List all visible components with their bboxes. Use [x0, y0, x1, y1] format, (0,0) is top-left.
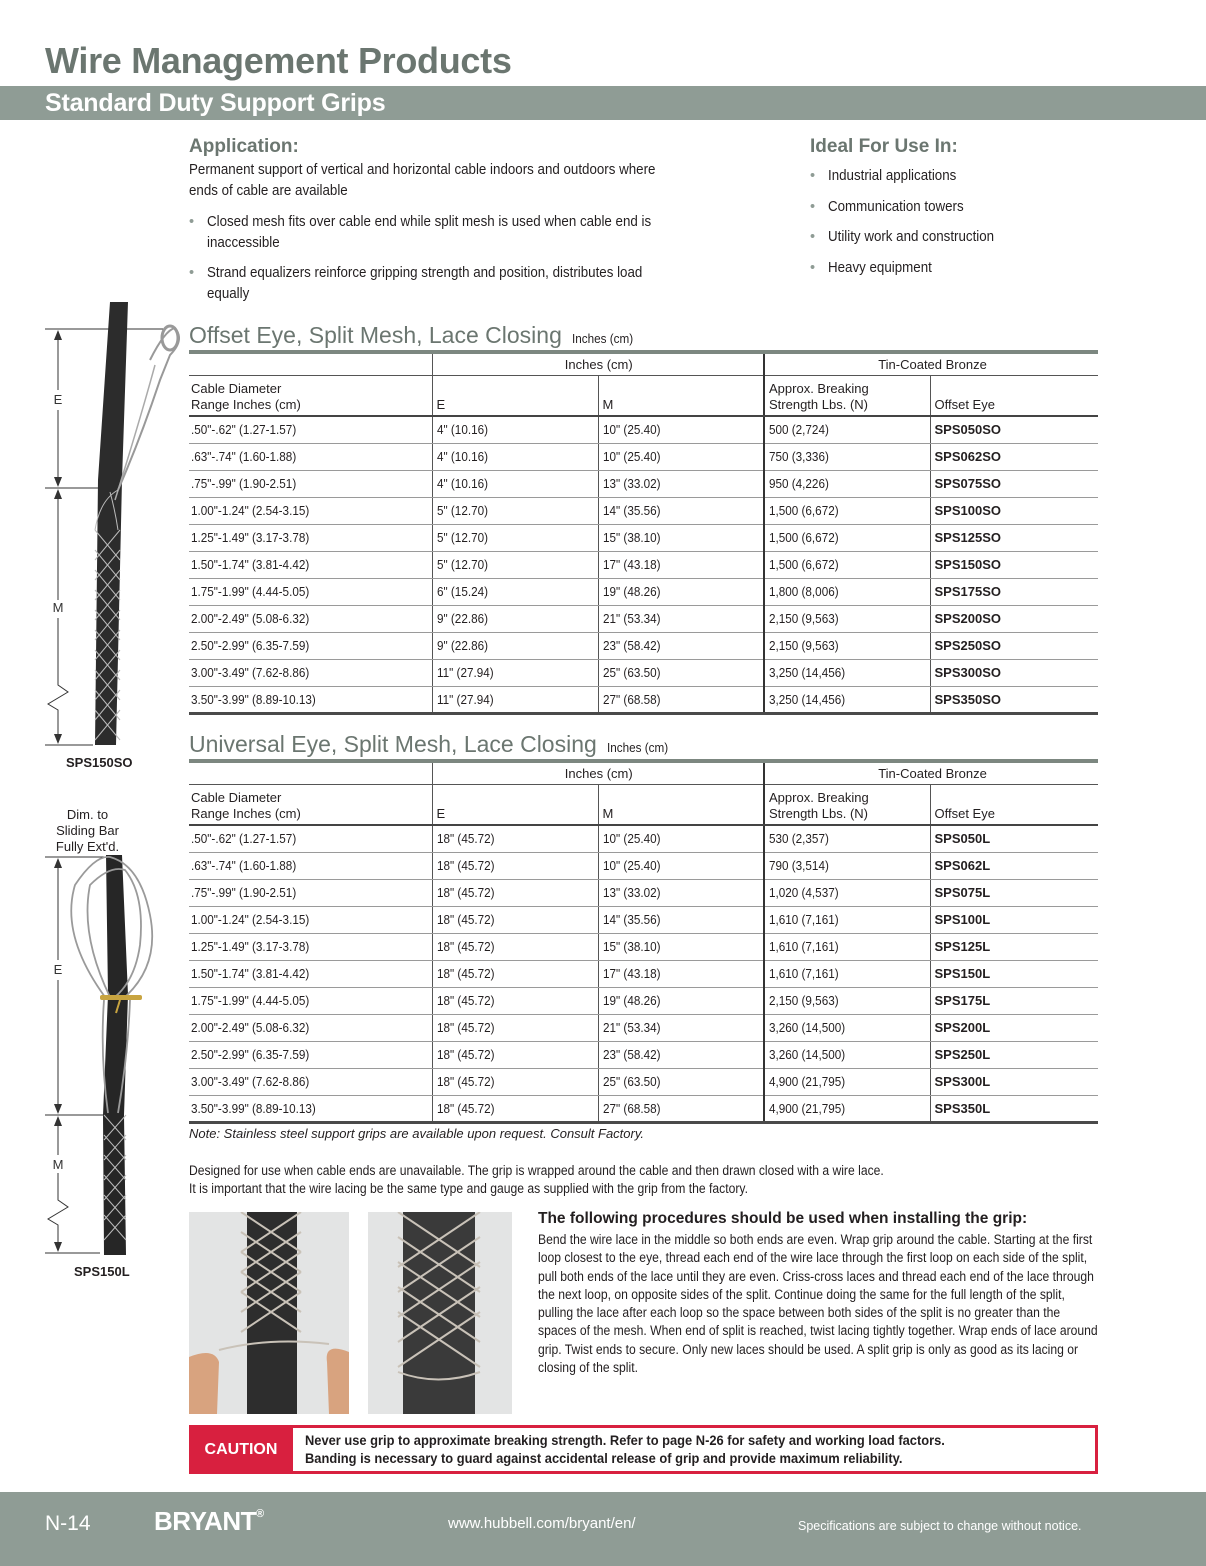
cell-part-number: SPS350SO [930, 686, 1098, 713]
table-row [189, 852, 1098, 879]
universal-eye-spec-table [189, 759, 1098, 1124]
table-title: Offset Eye, Split Mesh, Lace Closing Inches (cm) [189, 322, 633, 348]
table-row [189, 605, 1098, 632]
cell-m: 21" (53.34) [598, 605, 764, 632]
material-group-header: Tin-Coated Bronze [764, 761, 1098, 784]
dims-group-header: Inches (cm) [432, 761, 764, 784]
cell-part-number: SPS062SO [930, 443, 1098, 470]
cell-m: 10" (25.40) [598, 443, 764, 470]
application-heading: Application: [189, 136, 299, 157]
svg-text:M: M [52, 1157, 64, 1172]
cell-cable-diameter: 3.50"-3.99" (8.89-10.13) [191, 691, 316, 707]
ideal-for-item: • Communication towers [810, 197, 1100, 218]
col-e: E [432, 784, 598, 825]
cell-part-number: SPS050L [930, 825, 1098, 852]
cell-breaking-strength: 1,020 (4,537) [764, 879, 930, 906]
cell-e: 18" (45.72) [432, 879, 598, 906]
caution-label: CAUTION [204, 1440, 278, 1458]
cell-cable-diameter: 1.00"-1.24" (2.54-3.15) [189, 906, 432, 933]
col-part-number: Offset Eye [930, 375, 1098, 416]
cell-cable-diameter: .50"-.62" (1.27-1.57) [189, 416, 432, 443]
caution-box [189, 1425, 1098, 1474]
universal-eye-grip-diagram [0, 855, 180, 1265]
cell-e: 4" (10.16) [432, 470, 598, 497]
cell-e: 4" (10.16) [432, 416, 598, 443]
table-group-header [189, 761, 1098, 784]
table-column-header [189, 784, 1098, 825]
svg-text:M: M [52, 600, 64, 615]
cell-breaking-strength: 2,150 (9,563) [764, 605, 930, 632]
cell-m: 10" (25.40) [598, 852, 764, 879]
cell-breaking-strength: 2,150 (9,563) [764, 987, 930, 1014]
designed-for-text: Designed for use when cable ends are unavailable. The grip is wrapped around the cable and then drawn closed with a wire lace. It is important that the wire lacing be the same type and gauge as supplied with the grip from the factory. [189, 1163, 884, 1196]
table-row [189, 632, 1098, 659]
table-body [189, 825, 1098, 1122]
cell-breaking-strength: 1,500 (6,672) [764, 551, 930, 578]
cell-part-number: SPS200SO [930, 605, 1098, 632]
cell-m: 14" (35.56) [598, 497, 764, 524]
cell-m: 17" (43.18) [598, 960, 764, 987]
cell-m: 23" (58.42) [598, 1041, 764, 1068]
cell-cable-diameter: 1.00"-1.24" (2.54-3.15) [189, 497, 432, 524]
table-row [189, 686, 1098, 713]
cell-m: 17" (43.18) [598, 551, 764, 578]
table-row [189, 443, 1098, 470]
cell-cable-diameter: 3.00"-3.49" (7.62-8.86) [189, 659, 432, 686]
cell-breaking-strength: 500 (2,724) [764, 416, 930, 443]
ideal-for-list [810, 166, 1100, 279]
cell-part-number: SPS125L [930, 933, 1098, 960]
cell-breaking-strength: 4,900 (21,795) [764, 1095, 930, 1122]
cell-breaking-strength: 3,260 (14,500) [764, 1041, 930, 1068]
cell-breaking-strength: 1,610 (7,161) [764, 960, 930, 987]
table-row [189, 470, 1098, 497]
cell-part-number: SPS175SO [930, 578, 1098, 605]
cell-cable-diameter: 1.75"-1.99" (4.44-5.05) [189, 578, 432, 605]
application-section [189, 136, 689, 314]
lacing-photo-start [189, 1212, 349, 1414]
cell-e: 18" (45.72) [432, 825, 598, 852]
cell-e: 18" (45.72) [432, 933, 598, 960]
table-row [189, 906, 1098, 933]
table-row [189, 1068, 1098, 1095]
offset-eye-table-section [189, 322, 1098, 715]
cell-part-number: SPS350L [930, 1095, 1098, 1122]
cell-m: 13" (33.02) [598, 470, 764, 497]
cell-m: 19" (48.26) [598, 578, 764, 605]
offset-eye-diagram-label: SPS150SO [66, 755, 133, 770]
table-group-header [189, 352, 1098, 375]
cell-cable-diameter: .63"-.74" (1.60-1.88) [189, 443, 432, 470]
cell-cable-diameter: .50"-.62" (1.27-1.57) [189, 825, 432, 852]
cell-part-number: SPS075SO [930, 470, 1098, 497]
application-bullet: • Strand equalizers reinforce gripping strength and position, distributes load equally [189, 263, 689, 305]
cell-breaking-strength: 4,900 (21,795) [764, 1068, 930, 1095]
cell-e: 6" (15.24) [432, 578, 598, 605]
cell-cable-diameter: 2.50"-2.99" (6.35-7.59) [189, 1041, 432, 1068]
table-row [189, 879, 1098, 906]
table-row [189, 1041, 1098, 1068]
table-row [189, 578, 1098, 605]
cell-e: 9" (22.86) [432, 632, 598, 659]
cell-part-number: SPS062L [930, 852, 1098, 879]
offset-eye-grip-diagram [0, 300, 180, 780]
ideal-for-item: • Utility work and construction [810, 227, 1100, 248]
procedure-body: Bend the wire lace in the middle so both ends are even. Wrap grip around the cable. Starting at the first loop closest to the eye, thread each end of the wire lace through the first loop on each side of the split, pull both ends of the lace until they are even. Criss-cross laces and thread each end of the lace through the next loop, on opposite sides of the split. Continue doing the same for the full length of the split, pulling the lace after each loop so the space between both sides of the split is no greater than the spaces of the mesh. When end of split is reached, twist lacing tightly together. Wrap ends of lace around grip. Twist ends to secure. Only new laces should be used. A split grip is only as good as its lacing or closing of the split. [538, 1232, 1098, 1376]
cell-part-number: SPS100L [930, 906, 1098, 933]
cell-part-number: SPS050SO [930, 416, 1098, 443]
cell-part-number: SPS250SO [930, 632, 1098, 659]
specifications-disclaimer: Specifications are subject to change without notice. [798, 1519, 1082, 1533]
page-number: N-14 [45, 1512, 91, 1535]
ideal-for-item: • Heavy equipment [810, 258, 1100, 279]
caution-message: Never use grip to approximate breaking strength. Refer to page N-26 for safety and working load factors. Banding is necessary to guard against accidental release of grip and provide maximum reliability. [293, 1428, 1095, 1471]
cell-part-number: SPS175L [930, 987, 1098, 1014]
table-column-header [189, 375, 1098, 416]
table-row [189, 987, 1098, 1014]
cell-breaking-strength: 3,250 (14,456) [764, 659, 930, 686]
cell-m: 27" (68.58) [598, 686, 764, 713]
cell-e: 5" (12.70) [432, 497, 598, 524]
cell-cable-diameter: 1.25"-1.49" (3.17-3.78) [189, 933, 432, 960]
cell-breaking-strength: 750 (3,336) [764, 443, 930, 470]
cell-m: 21" (53.34) [598, 1014, 764, 1041]
col-part-number: Offset Eye [930, 784, 1098, 825]
cell-breaking-strength: 790 (3,514) [764, 852, 930, 879]
cell-breaking-strength: 1,500 (6,672) [764, 524, 930, 551]
cell-m: 25" (63.50) [598, 1068, 764, 1095]
cell-e: 18" (45.72) [432, 1068, 598, 1095]
col-cable-diameter: Cable Diameter Range Inches (cm) [189, 784, 432, 825]
cell-cable-diameter: 2.00"-2.49" (5.08-6.32) [189, 605, 432, 632]
cell-part-number: SPS200L [930, 1014, 1098, 1041]
cell-e: 11" (27.94) [432, 659, 598, 686]
cell-cable-diameter: 3.00"-3.49" (7.62-8.86) [189, 1068, 432, 1095]
cell-e: 18" (45.72) [432, 906, 598, 933]
cell-cable-diameter: 3.50"-3.99" (8.89-10.13) [191, 1100, 316, 1116]
table-title: Universal Eye, Split Mesh, Lace Closing Inches (cm) [189, 731, 668, 757]
page-title: Wire Management Products [45, 40, 512, 81]
cell-e: 18" (45.72) [432, 987, 598, 1014]
table-row [189, 1014, 1098, 1041]
ideal-for-heading: Ideal For Use In: [810, 136, 958, 157]
cell-m: 14" (35.56) [598, 906, 764, 933]
cell-breaking-strength: 2,150 (9,563) [764, 632, 930, 659]
svg-text:E: E [53, 962, 63, 977]
cell-e: 18" (45.72) [432, 1041, 598, 1068]
col-e: E [432, 375, 598, 416]
cell-e: 18" (45.72) [432, 960, 598, 987]
cell-m: 19" (48.26) [598, 987, 764, 1014]
cell-e: 18" (45.72) [432, 852, 598, 879]
cell-m: 23" (58.42) [598, 632, 764, 659]
offset-eye-spec-table [189, 350, 1098, 715]
cell-e: 5" (12.70) [432, 551, 598, 578]
cell-m: 10" (25.40) [598, 416, 764, 443]
ideal-for-item: • Industrial applications [810, 166, 1100, 187]
cell-e: 4" (10.16) [432, 443, 598, 470]
col-cable-diameter: Cable Diameter Range Inches (cm) [189, 375, 432, 416]
universal-eye-diagram-label: SPS150L [74, 1264, 130, 1279]
table-row [189, 497, 1098, 524]
cell-e: 5" (12.70) [432, 524, 598, 551]
cell-breaking-strength: 1,500 (6,672) [764, 497, 930, 524]
cell-e: 18" (45.72) [432, 1014, 598, 1041]
page-subtitle: Standard Duty Support Grips [45, 89, 386, 117]
cell-m: 10" (25.40) [598, 825, 764, 852]
cell-cable-diameter: .75"-.99" (1.90-2.51) [189, 470, 432, 497]
material-group-header: Tin-Coated Bronze [764, 352, 1098, 375]
cell-part-number: SPS150SO [930, 551, 1098, 578]
procedure-heading: The following procedures should be used when installing the grip: [538, 1210, 1028, 1227]
ideal-for-section [810, 136, 1100, 288]
cell-breaking-strength: 1,610 (7,161) [764, 933, 930, 960]
table-row [189, 659, 1098, 686]
table-row [189, 933, 1098, 960]
page-footer [0, 1492, 1206, 1566]
application-bullets [189, 212, 689, 305]
bryant-logo: BRYANT® [154, 1506, 264, 1536]
cell-part-number: SPS250L [930, 1041, 1098, 1068]
installation-procedure [538, 1210, 1098, 1377]
cell-cable-diameter: 1.25"-1.49" (3.17-3.78) [189, 524, 432, 551]
cell-breaking-strength: 1,610 (7,161) [764, 906, 930, 933]
table-row [189, 524, 1098, 551]
offset-eye-grip-illustration [0, 300, 180, 780]
sliding-bar-note: Dim. to Sliding Bar Fully Ext'd. [55, 807, 120, 854]
cell-breaking-strength: 3,250 (14,456) [764, 686, 930, 713]
cell-part-number: SPS300SO [930, 659, 1098, 686]
table-row [189, 960, 1098, 987]
cell-m: 27" (68.58) [598, 1095, 764, 1122]
cell-e: 9" (22.86) [432, 605, 598, 632]
cell-cable-diameter: 1.75"-1.99" (4.44-5.05) [189, 987, 432, 1014]
table-row [189, 416, 1098, 443]
col-m: M [598, 784, 764, 825]
col-breaking-strength: Approx. Breaking Strength Lbs. (N) [764, 784, 930, 825]
application-bullet: • Closed mesh fits over cable end while split mesh is used when cable end is inaccessible [189, 212, 689, 254]
application-description: Permanent support of vertical and horizontal cable indoors and outdoors where ends of cable are available [189, 162, 656, 199]
cell-cable-diameter: 1.50"-1.74" (3.81-4.42) [189, 551, 432, 578]
cell-cable-diameter: 1.50"-1.74" (3.81-4.42) [189, 960, 432, 987]
subtitle-bar [0, 86, 1206, 120]
stainless-note: Note: Stainless steel support grips are available upon request. Consult Factory. [189, 1126, 644, 1141]
website-link[interactable]: www.hubbell.com/bryant/en/ [448, 1515, 636, 1532]
cell-part-number: SPS100SO [930, 497, 1098, 524]
cell-breaking-strength: 530 (2,357) [764, 825, 930, 852]
col-breaking-strength: Approx. Breaking Strength Lbs. (N) [764, 375, 930, 416]
cell-cable-diameter: .63"-.74" (1.60-1.88) [189, 852, 432, 879]
cell-cable-diameter: 2.00"-2.49" (5.08-6.32) [189, 1014, 432, 1041]
cell-cable-diameter: .75"-.99" (1.90-2.51) [189, 879, 432, 906]
universal-eye-grip-illustration [0, 855, 180, 1265]
cell-part-number: SPS300L [930, 1068, 1098, 1095]
universal-eye-table-section [189, 731, 1098, 1124]
col-m: M [598, 375, 764, 416]
cell-part-number: SPS125SO [930, 524, 1098, 551]
svg-text:E: E [53, 392, 63, 407]
cell-e: 18" (45.72) [432, 1095, 598, 1122]
cell-cable-diameter: 2.50"-2.99" (6.35-7.59) [189, 632, 432, 659]
cell-breaking-strength: 950 (4,226) [764, 470, 930, 497]
cell-m: 15" (38.10) [598, 524, 764, 551]
dims-group-header: Inches (cm) [432, 352, 764, 375]
cell-m: 15" (38.10) [598, 933, 764, 960]
cell-m: 25" (63.50) [598, 659, 764, 686]
table-body [189, 416, 1098, 713]
table-row [189, 551, 1098, 578]
cell-breaking-strength: 3,260 (14,500) [764, 1014, 930, 1041]
lacing-photo-finished [368, 1212, 512, 1414]
table-row [189, 1095, 1098, 1122]
cell-part-number: SPS075L [930, 879, 1098, 906]
cell-m: 13" (33.02) [598, 879, 764, 906]
cell-part-number: SPS150L [930, 960, 1098, 987]
table-row [189, 825, 1098, 852]
cell-breaking-strength: 1,800 (8,006) [764, 578, 930, 605]
cell-e: 11" (27.94) [432, 686, 598, 713]
